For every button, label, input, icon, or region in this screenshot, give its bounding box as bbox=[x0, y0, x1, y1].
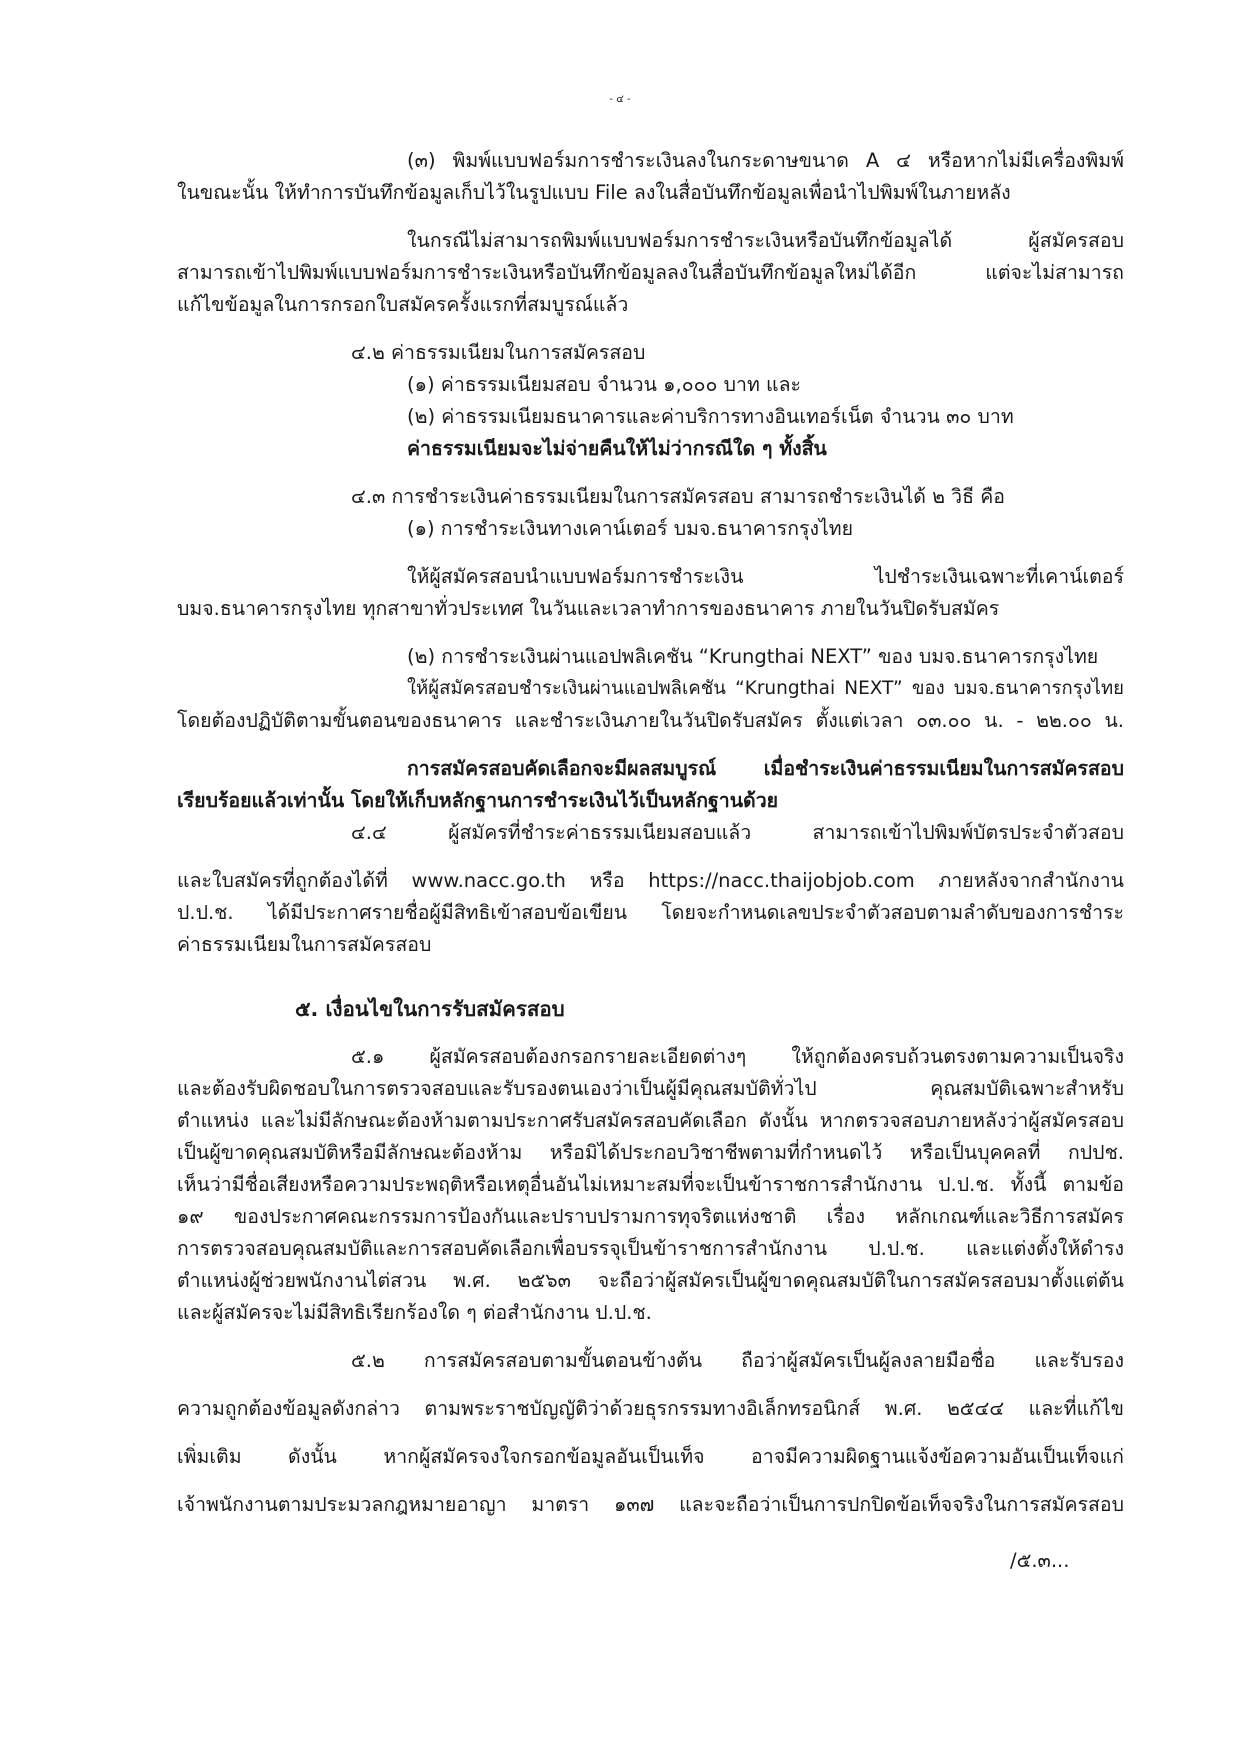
non-refundable-note: ค่าธรรมเนียมจะไม่จ่ายคืนให้ไม่ว่ากรณีใด ๆ ทั้งสิ้น bbox=[407, 437, 827, 460]
bold-text-line: การสมัครสอบคัดเลือกจะมีผลสมบูรณ์ เมื่อชำระเงินค่าธรรมเนียมในการสมัครสอบ bbox=[407, 757, 1124, 780]
text-line: ให้ผู้สมัครสอบนำแบบฟอร์มการชำระเงิน ไปชำระเงินเฉพาะที่เคาน์เตอร์ bbox=[407, 565, 1124, 588]
text-line: ป.ป.ช. ได้มีประกาศรายชื่อผู้มีสิทธิเข้าสอบข้อเขียน โดยจะกำหนดเลขประจำตัวสอบตามลำดับของการชำระ bbox=[177, 901, 1124, 924]
text-line: สามารถเข้าไปพิมพ์แบบฟอร์มการชำระเงินหรือบันทึกข้อมูลลงในสื่อบันทึกข้อมูลใหม่ได้อีก แต่จะไม่สามารถ bbox=[177, 261, 1124, 284]
text-line: แก้ไขข้อมูลในการกรอกใบสมัครครั้งแรกที่สมบูรณ์แล้ว bbox=[177, 293, 629, 316]
text-line: ตำแหน่ง และไม่มีลักษณะต้องห้ามตามประกาศรับสมัครสอบคัดเลือก ดังนั้น หากตรวจสอบภายหลังว่าผู้สมัครสอบ bbox=[177, 1109, 1124, 1132]
text-line: ๕.๒ การสมัครสอบตามขั้นตอนข้างต้น ถือว่าผู้สมัครเป็นผู้ลงลายมือชื่อ และรับรอง bbox=[351, 1349, 1124, 1372]
text-line: ๕.๑ ผู้สมัครสอบต้องกรอกรายละเอียดต่างๆ ให้ถูกต้องครบถ้วนตรงตามความเป็นจริง bbox=[351, 1045, 1124, 1068]
text-line: ในขณะนั้น ให้ทำการบันทึกข้อมูลเก็บไว้ในรูปแบบ File ลงในสื่อบันทึกข้อมูลเพื่อนำไปพิมพ์ในภายหลัง bbox=[177, 181, 1011, 204]
text-line: (๑) ค่าธรรมเนียมสอบ จำนวน ๑,๐๐๐ บาท และ bbox=[407, 373, 801, 396]
text-line: การตรวจสอบคุณสมบัติและการสอบคัดเลือกเพื่อบรรจุเป็นข้าราชการสำนักงาน ป.ป.ช. และแต่งตั้งให้ดำรง bbox=[177, 1237, 1124, 1260]
text-line: ค่าธรรมเนียมในการสมัครสอบ bbox=[177, 933, 432, 956]
text-line: ในกรณีไม่สามารถพิมพ์แบบฟอร์มการชำระเงินหรือบันทึกข้อมูลได้ ผู้สมัครสอบ bbox=[407, 229, 1124, 252]
bold-text-line: เรียบร้อยแล้วเท่านั้น โดยให้เก็บหลักฐานการชำระเงินไว้เป็นหลักฐานด้วย bbox=[177, 789, 779, 812]
text-line: ๑๙ ของประกาศคณะกรรมการป้องกันและปราบปรามการทุจริตแห่งชาติ เรื่อง หลักเกณฑ์และวิธีการสมัคร bbox=[177, 1205, 1124, 1228]
text-line: และผู้สมัครจะไม่มีสิทธิเรียกร้องใด ๆ ต่อสำนักงาน ป.ป.ช. bbox=[177, 1301, 652, 1324]
text-line: ความถูกต้องข้อมูลดังกล่าว ตามพระราชบัญญัติว่าด้วยธุรกรรมทางอิเล็กทรอนิกส์ พ.ศ. ๒๕๔๔ และที่แก้ไข bbox=[177, 1397, 1124, 1420]
text-line: เห็นว่ามีชื่อเสียงหรือความประพฤติหรือเหตุอื่นอันไม่เหมาะสมที่จะเป็นข้าราชการสำนักงาน ป.ป.ช. ทั้งนี้ ตามข้อ bbox=[177, 1173, 1124, 1196]
text-line: บมจ.ธนาคารกรุงไทย ทุกสาขาทั่วประเทศ ในวันและเวลาทำการของธนาคาร ภายในวันปิดรับสมัคร bbox=[177, 597, 1000, 620]
text-line: และต้องรับผิดชอบในการตรวจสอบและรับรองตนเองว่าเป็นผู้มีคุณสมบัติทั่วไป คุณสมบัติเฉพาะสำหรับ bbox=[177, 1077, 1124, 1100]
page-number: - ๔ - bbox=[609, 94, 631, 105]
text-line: โดยต้องปฏิบัติตามขั้นตอนของธนาคาร และชำระเงินภายในวันปิดรับสมัคร ตั้งแต่เวลา ๐๓.๐๐ น. - ๒๒.๐๐ น. bbox=[177, 709, 1124, 732]
section-4-4-line: ๔.๔ ผู้สมัครที่ชำระค่าธรรมเนียมสอบแล้ว สามารถเข้าไปพิมพ์บัตรประจำตัวสอบ bbox=[351, 821, 1124, 844]
section-4-3-heading: ๔.๓ การชำระเงินค่าธรรมเนียมในการสมัครสอบ สามารถชำระเงินได้ ๒ วิธี คือ bbox=[351, 485, 1005, 508]
continuation-marker: /๕.๓... bbox=[1010, 1549, 1070, 1572]
text-line: เจ้าพนักงานตามประมวลกฎหมายอาญา มาตรา ๑๓๗ และจะถือว่าเป็นการปกปิดข้อเท็จจริงในการสมัครสอบ bbox=[177, 1493, 1124, 1516]
section-4-2-heading: ๔.๒ ค่าธรรมเนียมในการสมัครสอบ bbox=[351, 341, 646, 364]
text-line: (๑) การชำระเงินทางเคาน์เตอร์ บมจ.ธนาคารกรุงไทย bbox=[407, 517, 854, 540]
text-line: ให้ผู้สมัครสอบชำระเงินผ่านแอปพลิเคชัน “Krungthai NEXT” ของ บมจ.ธนาคารกรุงไทย bbox=[407, 678, 1124, 699]
text-line: (๒) การชำระเงินผ่านแอปพลิเคชัน “Krungthai NEXT” ของ บมจ.ธนาคารกรุงไทย bbox=[407, 645, 1099, 668]
text-line: เพิ่มเติม ดังนั้น หากผู้สมัครจงใจกรอกข้อมูลอันเป็นเท็จ อาจมีความผิดฐานแจ้งข้อความอันเป็นเท็จแก่ bbox=[177, 1445, 1124, 1468]
text-line: และใบสมัครที่ถูกต้องได้ที่ www.nacc.go.th หรือ https://nacc.thaijobjob.com ภายหลังจากสำนักงาน bbox=[177, 869, 1124, 892]
text-line: (๒) ค่าธรรมเนียมธนาคารและค่าบริการทางอินเทอร์เน็ต จำนวน ๓๐ บาท bbox=[407, 405, 1014, 428]
text-line: เป็นผู้ขาดคุณสมบัติหรือมีลักษณะต้องห้าม หรือมิได้ประกอบวิชาชีพตามที่กำหนดไว้ หรือเป็นบุคคลที่ กปปช. bbox=[177, 1141, 1124, 1164]
section-5-heading: ๕. เงื่อนไขในการรับสมัครสอบ bbox=[295, 997, 565, 1021]
text-line: ตำแหน่งผู้ช่วยพนักงานไต่สวน พ.ศ. ๒๕๖๓ จะถือว่าผู้สมัครเป็นผู้ขาดคุณสมบัติในการสมัครสอบมาตั้งแต่ต้น bbox=[177, 1269, 1124, 1292]
text-line: (๓) พิมพ์แบบฟอร์มการชำระเงินลงในกระดาษขนาด A ๔ หรือหากไม่มีเครื่องพิมพ์ bbox=[407, 149, 1124, 172]
